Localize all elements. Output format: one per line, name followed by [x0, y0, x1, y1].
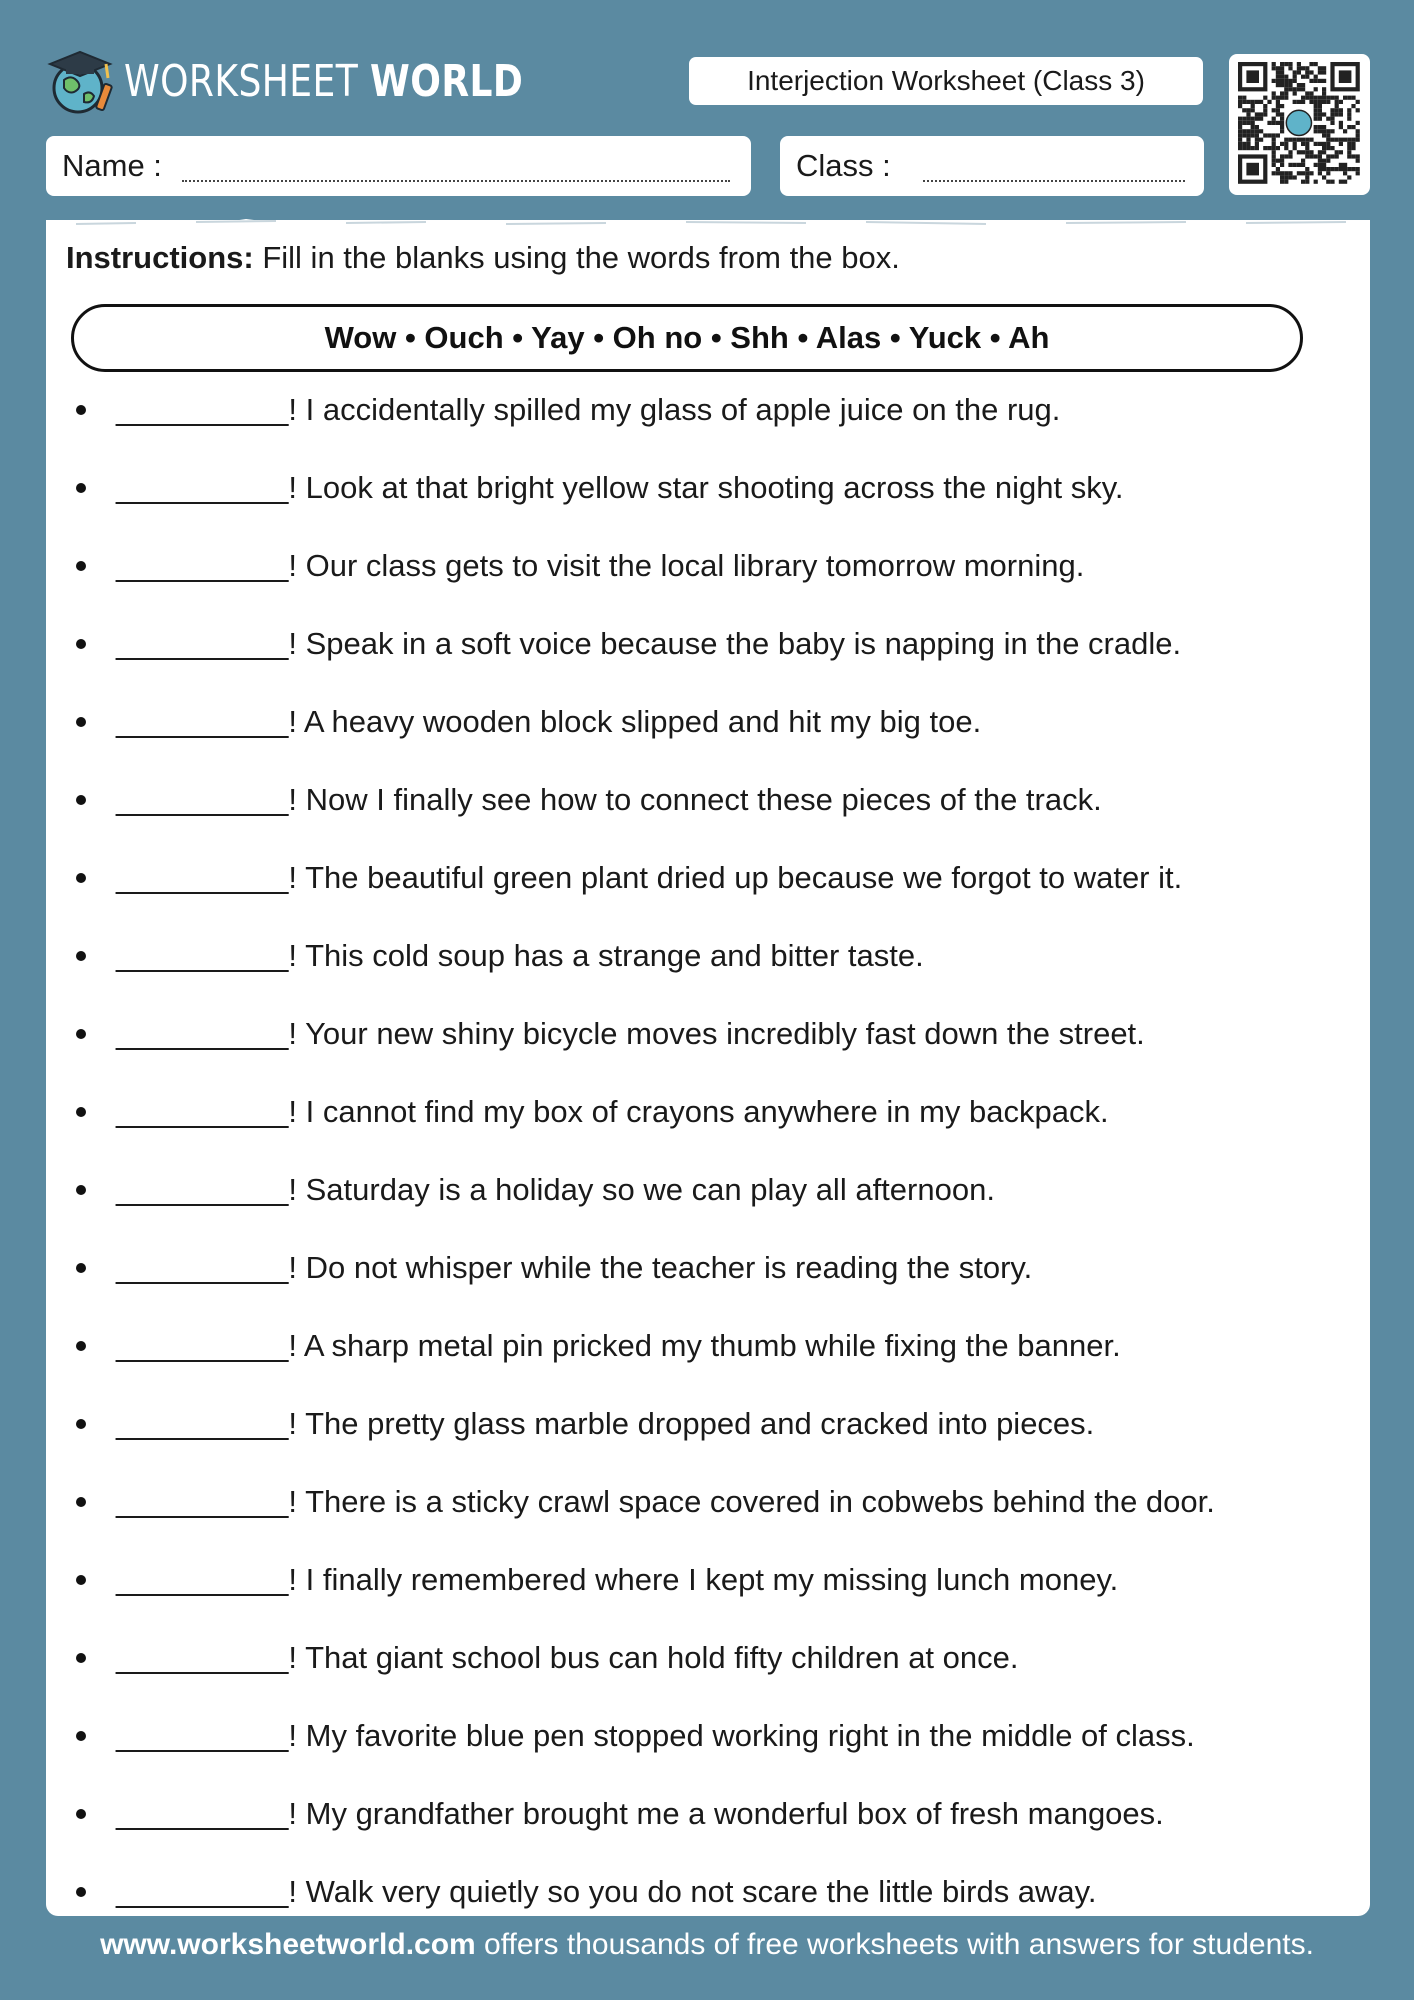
- footer-text: offers thousands of free worksheets with answers for students.: [475, 1928, 1314, 1961]
- instructions: [66, 240, 900, 276]
- question-text: __________! There is a sticky crawl space covered in cobwebs behind the door.: [116, 1484, 1215, 1519]
- question-text: __________! The beautiful green plant dried up because we forgot to water it.: [116, 860, 1183, 895]
- question-text: __________! My grandfather brought me a wonderful box of fresh mangoes.: [116, 1796, 1164, 1831]
- bullet-icon: [76, 1653, 86, 1663]
- question-item: [76, 1248, 1032, 1288]
- bullet-icon: [76, 1809, 86, 1819]
- bullet-icon: [76, 1107, 86, 1117]
- brand-name-bold: WORLD: [370, 55, 524, 107]
- class-line: [923, 180, 1185, 182]
- bullet-icon: [76, 561, 86, 571]
- question-item: [76, 390, 1060, 430]
- question-item: [76, 1326, 1121, 1366]
- bullet-icon: [76, 795, 86, 805]
- question-text: __________! Saturday is a holiday so we can play all afternoon.: [116, 1172, 995, 1207]
- question-item: [76, 468, 1124, 508]
- name-field[interactable]: [46, 136, 751, 196]
- bullet-icon: [76, 717, 86, 727]
- question-text: __________! Walk very quietly so you do not scare the little birds away.: [116, 1874, 1097, 1909]
- question-text: __________! I accidentally spilled my glass of apple juice on the rug.: [116, 392, 1061, 427]
- question-item: [76, 624, 1181, 664]
- question-text: __________! Now I finally see how to connect these pieces of the track.: [116, 782, 1102, 817]
- name-label: Name :: [62, 148, 162, 183]
- question-item: [76, 780, 1102, 820]
- word-box: Wow • Ouch • Yay • Oh no • Shh • Alas • Yuck • Ah: [71, 304, 1303, 372]
- instructions-lead: Instructions:: [66, 240, 254, 275]
- question-item: [76, 1872, 1096, 1912]
- question-text: __________! This cold soup has a strange and bitter taste.: [116, 938, 924, 973]
- bullet-icon: [76, 1185, 86, 1195]
- question-item: [76, 1794, 1164, 1834]
- class-label: Class :: [796, 148, 891, 183]
- question-item: [76, 1014, 1145, 1054]
- brand-logo: [44, 42, 611, 120]
- question-text: __________! A heavy wooden block slipped and hit my big toe.: [116, 704, 982, 739]
- bullet-icon: [76, 639, 86, 649]
- question-text: __________! I cannot find my box of crayons anywhere in my backpack.: [116, 1094, 1109, 1129]
- qr-code[interactable]: [1229, 54, 1370, 195]
- question-text: __________! My favorite blue pen stopped working right in the middle of class.: [116, 1718, 1195, 1753]
- footer-site-link[interactable]: www.worksheetworld.com: [100, 1928, 476, 1961]
- bullet-icon: [76, 1263, 86, 1273]
- question-text: __________! A sharp metal pin pricked my thumb while fixing the banner.: [116, 1328, 1121, 1363]
- question-item: [76, 546, 1084, 586]
- question-text: __________! Our class gets to visit the local library tomorrow morning.: [116, 548, 1085, 583]
- torn-paper-edge: [46, 212, 1370, 236]
- question-item: [76, 1092, 1109, 1132]
- bullet-icon: [76, 1497, 86, 1507]
- brand-name-light: WORKSHEET: [124, 55, 371, 107]
- class-field[interactable]: [780, 136, 1204, 196]
- question-item: [76, 702, 981, 742]
- question-text: __________! Your new shiny bicycle moves incredibly fast down the street.: [116, 1016, 1145, 1051]
- worksheet-title: Interjection Worksheet (Class 3): [689, 57, 1203, 105]
- question-item: [76, 936, 924, 976]
- question-text: __________! I finally remembered where I kept my missing lunch money.: [116, 1562, 1119, 1597]
- bullet-icon: [76, 873, 86, 883]
- bullet-icon: [76, 1029, 86, 1039]
- question-item: [76, 1482, 1215, 1522]
- bullet-icon: [76, 1341, 86, 1351]
- footer: [0, 1928, 1414, 1962]
- qr-code-icon: [1238, 62, 1361, 187]
- bullet-icon: [76, 1887, 86, 1897]
- instructions-text: Fill in the blanks using the words from the box.: [253, 240, 900, 275]
- question-item: [76, 1638, 1019, 1678]
- brand-name: [124, 56, 523, 107]
- question-item: [76, 1170, 995, 1210]
- bullet-icon: [76, 1731, 86, 1741]
- bullet-icon: [76, 1419, 86, 1429]
- question-item: [76, 1716, 1195, 1756]
- bullet-icon: [76, 951, 86, 961]
- question-item: [76, 1560, 1118, 1600]
- bullet-icon: [76, 483, 86, 493]
- question-text: __________! Do not whisper while the teacher is reading the story.: [116, 1250, 1033, 1285]
- question-text: __________! That giant school bus can hold fifty children at once.: [116, 1640, 1019, 1675]
- question-item: [76, 858, 1182, 898]
- bullet-icon: [76, 1575, 86, 1585]
- question-text: __________! Speak in a soft voice because the baby is napping in the cradle.: [116, 626, 1182, 661]
- question-text: __________! Look at that bright yellow star shooting across the night sky.: [116, 470, 1124, 505]
- question-item: [76, 1404, 1094, 1444]
- globe-mascot-icon: [44, 44, 118, 118]
- bullet-icon: [76, 405, 86, 415]
- question-text: __________! The pretty glass marble dropped and cracked into pieces.: [116, 1406, 1095, 1441]
- name-line: [182, 180, 730, 182]
